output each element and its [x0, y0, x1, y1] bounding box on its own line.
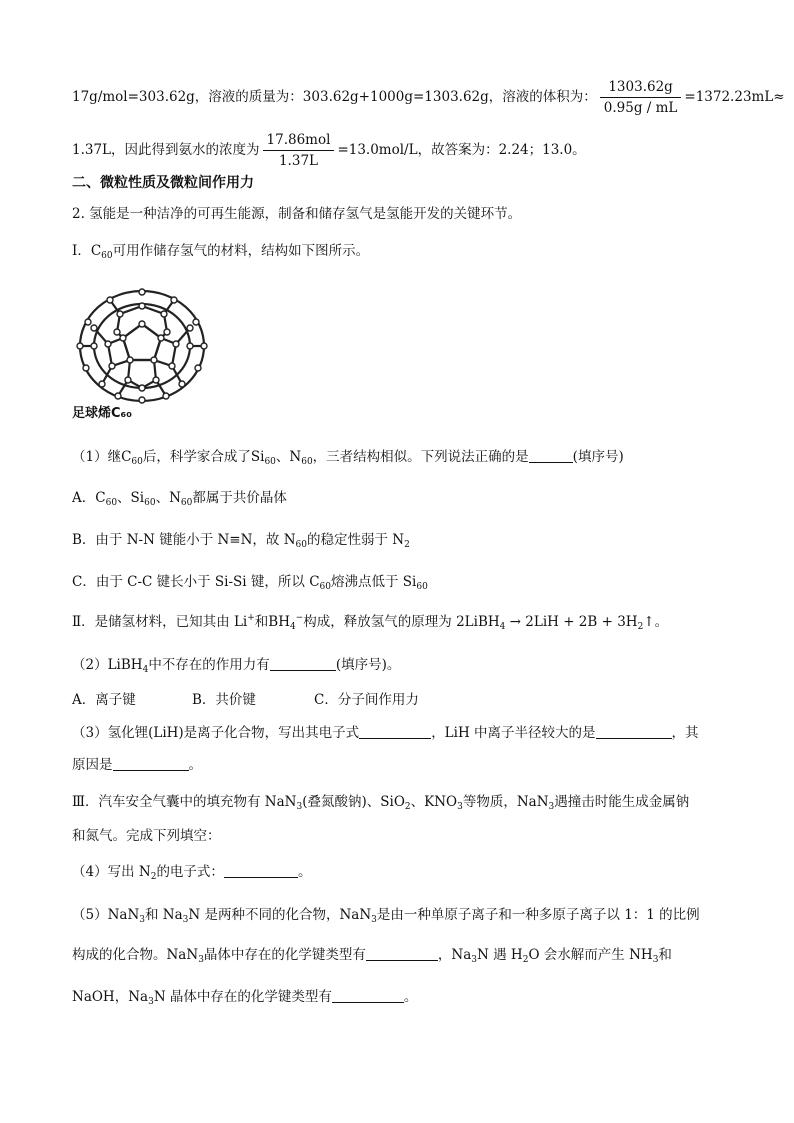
subscript: 2: [522, 955, 529, 965]
calc-line-2: [72, 131, 586, 170]
text: （1）继C: [72, 449, 132, 465]
text: 、Si: [117, 490, 145, 506]
text: N 晶体中存在的化学键类型有: [153, 989, 332, 1005]
text: 晶体中存在的化学键类型有: [203, 947, 366, 963]
option-intermolecular-force: C．分子间作用力: [314, 692, 419, 708]
answer-blank-1[interactable]: [529, 448, 573, 463]
section-title: 二、微粒性质及微粒间作用力: [72, 175, 254, 191]
subscript: 60: [319, 582, 331, 592]
text: 后，科学家合成了Si: [142, 449, 265, 465]
question-3-line-1: [72, 723, 699, 743]
text: (填序号)。: [335, 657, 401, 673]
subscript: 4: [499, 622, 506, 632]
text: Ⅱ．是储氢材料，已知其由 Li: [72, 614, 248, 630]
subscript: 3: [182, 915, 189, 925]
question-1: [72, 447, 624, 467]
fraction-numerator: 1303.62g: [600, 78, 682, 98]
text: 、N: [155, 490, 181, 506]
text: 中不存在的作用力有: [148, 657, 270, 673]
question-2-options: [72, 690, 419, 710]
figure-caption: 足球烯C₆₀: [72, 406, 132, 421]
part-2-text: [72, 612, 668, 632]
option-b: [72, 530, 410, 550]
question-5-line-1: [72, 905, 700, 925]
text: Ⅲ．汽车安全气囊中的填充物有 NaN: [72, 794, 297, 810]
calc-text: 17g/mol=303.62g，溶液的质量为：303.62g+1000g=1303.62g，溶液的体积为：: [72, 89, 597, 105]
subscript: 60: [131, 457, 143, 467]
answer-blank-2[interactable]: [270, 656, 336, 671]
text: ，三者结构相似。下列说法正确的是: [312, 449, 529, 465]
answer-blank-3b[interactable]: [596, 724, 672, 739]
answer-blank-3a[interactable]: [359, 724, 431, 739]
text: A．C: [72, 490, 106, 506]
text: O 会水解而产生 NH: [528, 947, 653, 963]
answer-blank-5b[interactable]: [332, 988, 404, 1003]
subscript: 60: [295, 540, 307, 550]
subscript: 60: [180, 498, 193, 508]
answer-blank-3c[interactable]: [113, 756, 189, 771]
fraction-numerator: 17.86mol: [263, 131, 335, 151]
subscript: 3: [296, 802, 303, 812]
question-intro: 2. 氢能是一种洁净的可再生能源，制备和储存氢气是氢能开发的关键环节。: [72, 206, 522, 222]
text: （2）LiBH: [72, 657, 143, 673]
text: ↑。: [643, 614, 669, 630]
text: NaOH，Na: [72, 989, 149, 1005]
text: 遇撞击时能生成金属钠: [554, 794, 690, 810]
part-3-line-2: 和氮气。完成下列填空：: [72, 828, 221, 844]
text: 熔沸点低于 Si: [330, 574, 417, 590]
option-covalent-bond: B．共价键: [192, 692, 256, 708]
answer-blank-5a[interactable]: [366, 946, 438, 961]
subscript: 3: [471, 955, 478, 965]
subscript: 60: [105, 498, 118, 508]
text: 是由一种单原子离子和一种多原子离子以 1：1 的比例: [376, 907, 700, 923]
text: ，其: [671, 725, 699, 741]
option-a: [72, 488, 287, 508]
text: 的稳定性弱于 N: [306, 532, 405, 548]
subscript: 4: [290, 622, 296, 632]
subscript: 3: [371, 915, 377, 925]
part-1-text: [72, 241, 369, 261]
calc-text: 1.37L，因此得到氨水的浓度为: [72, 142, 260, 158]
subscript: 60: [144, 498, 156, 508]
text: 和BH: [254, 614, 290, 630]
fraction-volume: [600, 78, 682, 117]
superscript: −: [295, 613, 304, 623]
text: 可用作储存氢气的材料，结构如下图所示。: [112, 243, 370, 259]
text: N 遇 H: [477, 947, 523, 963]
text: 、KNO: [410, 794, 458, 810]
subscript: 60: [301, 457, 313, 467]
text: B．由于 N-N 键能小于 N≡N，故 N: [72, 532, 296, 548]
text: 等物质，NaN: [462, 794, 549, 810]
fullerene-atoms: [77, 289, 207, 403]
subscript: 60: [264, 457, 276, 467]
subscript: 2: [637, 622, 644, 632]
question-4: [72, 862, 311, 882]
subscript: 3: [139, 915, 145, 925]
fraction-denominator: 1.37L: [278, 153, 318, 169]
text: 。: [297, 864, 312, 880]
text: 原因是: [72, 757, 113, 773]
text: （4）写出 N: [72, 864, 151, 880]
question-5-line-2: [72, 945, 672, 965]
text: 。: [403, 989, 418, 1005]
subscript: 60: [101, 251, 113, 261]
subscript: 3: [457, 802, 463, 812]
text: ，Na: [437, 947, 472, 963]
answer-blank-4[interactable]: [224, 863, 298, 878]
fraction-concentration: [263, 131, 335, 170]
text: （5）NaN: [72, 907, 140, 923]
text: 构成的化合物。NaN: [72, 947, 199, 963]
calc-text: =1372.23mL≈: [684, 89, 785, 105]
fraction-denominator: 0.95g / mL: [603, 100, 678, 116]
text: N 是两种不同的化合物，NaN: [188, 907, 372, 923]
text: 都属于共价晶体: [192, 490, 287, 506]
text: ，LiH 中离子半径较大的是: [431, 725, 596, 741]
question-3-line-2: [72, 755, 202, 775]
superscript: +: [247, 613, 255, 623]
subscript: 2: [150, 872, 157, 882]
subscript: 2: [404, 802, 411, 812]
question-2: [72, 655, 400, 675]
text: 的电子式：: [156, 864, 224, 880]
text: 、N: [275, 449, 302, 465]
question-5-line-3: [72, 987, 417, 1007]
text: (填序号): [572, 449, 624, 465]
text: （3）氢化锂(LiH)是离子化合物，写出其电子式: [72, 725, 360, 741]
option-c: [72, 572, 428, 592]
subscript: 60: [416, 582, 428, 592]
calc-line-1: [72, 78, 785, 117]
text: → 2LiH + 2B + 3H: [505, 614, 638, 630]
text: 和 Na: [145, 907, 183, 923]
subscript: 3: [148, 997, 154, 1007]
subscript: 3: [548, 802, 555, 812]
part-3-line-1: [72, 792, 689, 812]
subscript: 4: [142, 665, 149, 675]
subscript: 2: [404, 540, 410, 550]
text: C．由于 C-C 键长小于 Si-Si 键，所以 C: [72, 574, 320, 590]
subscript: 3: [652, 955, 659, 965]
text: 。: [188, 757, 202, 773]
text: (叠氮酸钠)、SiO: [302, 794, 405, 810]
text: Ⅰ．C: [72, 243, 102, 259]
calc-text: =13.0mol/L，故答案为：2.24；13.0。: [337, 142, 586, 158]
text: 构成，释放氢气的原理为 2LiBH: [303, 614, 500, 630]
fullerene-c60-figure: [72, 288, 212, 408]
option-ionic-bond: A．离子键: [72, 692, 136, 708]
text: 和: [658, 947, 672, 963]
subscript: 3: [198, 955, 204, 965]
